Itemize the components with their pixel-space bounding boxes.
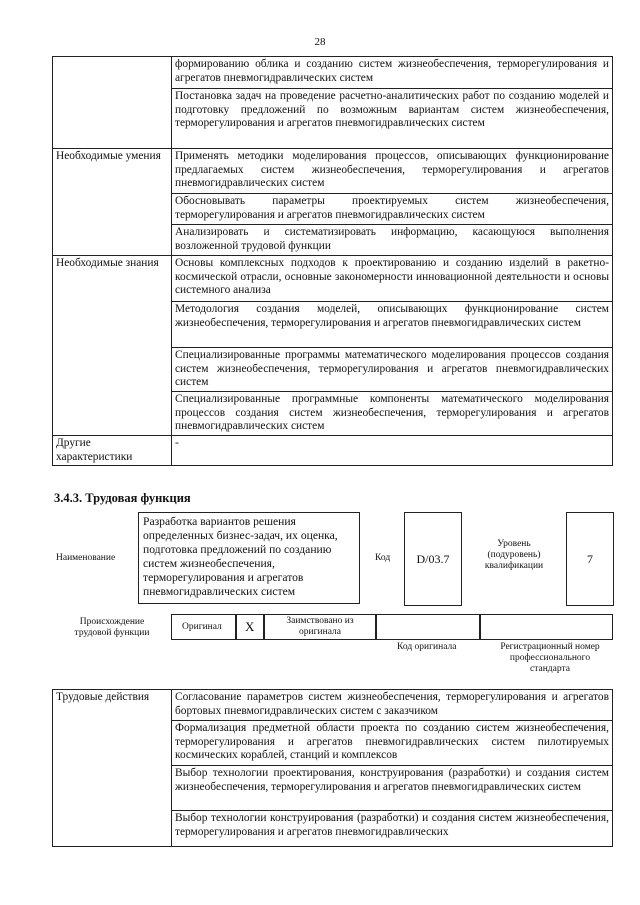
row-text: Постановка задач на проведение расчетно-аналитических работ по созданию моделей и подготовку предложений по возможным вариантам систем жизнеобеспечения, терморегулирования и агрегатов пневмогидравлических систем (172, 89, 613, 149)
row-text: Специализированные программы математического моделирования процессов создания систем жизнеобеспечения, терморегулирования и агрегатов пневмогидравлических систем (172, 348, 613, 392)
table-row (53, 149, 613, 194)
origin-label: Происхождение трудовой функции (74, 617, 150, 638)
row-text: Формализация предметной области проекта по созданию систем жизнеобеспечения, терморегулирования и агрегатов пневмогидравлических систем пилотируемых космических кораблей, станций и комплексов (172, 721, 613, 766)
row-label-other: Другие характеристики (53, 436, 172, 466)
row-label-skills: Необходимые умения (53, 149, 172, 256)
original-mark-cell (235, 614, 265, 640)
origin-row (171, 614, 612, 640)
original-mark: X (245, 619, 255, 634)
original-cell (171, 614, 237, 640)
row-text: формированию облика и созданию систем жизнеобеспечения, терморегулирования и агрегатов пневмогидравлических систем (172, 57, 613, 89)
row-text: Согласование параметров систем жизнеобеспечения, терморегулирования и агрегатов бортовых пневмогидравлических систем с заказчиком (172, 690, 613, 721)
reg-number-cell (479, 614, 613, 640)
row-text: Обосновывать параметры проектируемых систем жизнеобеспечения, терморегулирования и агрегатов пневмогидравлических систем (172, 194, 613, 225)
row-text: - (172, 436, 613, 466)
table-row (53, 436, 613, 466)
row-label-knowledge: Необходимые знания (53, 256, 172, 436)
page-number: 28 (314, 36, 326, 48)
section-title: 3.4.3. Трудовая функция (54, 491, 191, 505)
original-label: Оригинал (182, 622, 222, 632)
row-text: Анализировать и систематизировать информацию, касающуюся выполнения возложенной трудовой функции (172, 225, 613, 256)
row-text: Применять методики моделирования процессов, описывающих функционирование предлагаемых систем жизнеобеспечения, терморегулирования и агрегатов пневмогидравлических систем (172, 149, 613, 194)
skills-knowledge-table (52, 56, 613, 466)
labor-actions-table (52, 689, 613, 847)
borrowed-label: Заимствовано из оригинала (286, 616, 354, 637)
code-value: D/03.7 (404, 512, 462, 606)
table-row (53, 256, 613, 302)
reg-number-label: Регистрационный номер профессионального стандарта (500, 642, 600, 674)
code-original-label: Код оригинала (397, 642, 457, 652)
table-row (53, 690, 613, 721)
qualification-level-value: 7 (566, 512, 614, 606)
row-text: Основы комплексных подходов к проектированию и созданию изделий в ракетно-космической отрасли, основные закономерности инновационной деятельности и основы системного анализа (172, 256, 613, 302)
qualification-level-label: Уровень (подуровень) квалификации (484, 539, 544, 571)
row-text: Выбор технологии проектирования, конструирования (разработки) и создания систем жизнеобеспечения, терморегулирования и агрегатов пневмогидравлических систем (172, 766, 613, 811)
code-original-cell (375, 614, 481, 640)
row-text: Специализированные программные компоненты математического моделирования процессов создания систем жизнеобеспечения, терморегулирования и агрегатов пневмогидравлических систем (172, 392, 613, 436)
name-label: Наименование (56, 553, 116, 563)
row-label-actions: Трудовые действия (53, 690, 172, 847)
table-row (53, 57, 613, 89)
code-label: Код (375, 553, 391, 563)
row-text: Методология создания моделей, описывающих функционирование систем жизнеобеспечения, терморегулирования и агрегатов пневмогидравлических систем (172, 302, 613, 348)
function-name-box: Разработка вариантов решения определенных бизнес-задач, их оценка, подготовка предложений по созданию систем жизнеобеспечения, терморегулирования и агрегатов пневмогидравлических систем (138, 512, 360, 604)
row-label (53, 57, 172, 149)
borrowed-cell (263, 614, 377, 640)
row-text: Выбор технологии конструирования (разработки) и создания систем жизнеобеспечения, терморегулирования и агрегатов пневмогидравлических (172, 811, 613, 847)
